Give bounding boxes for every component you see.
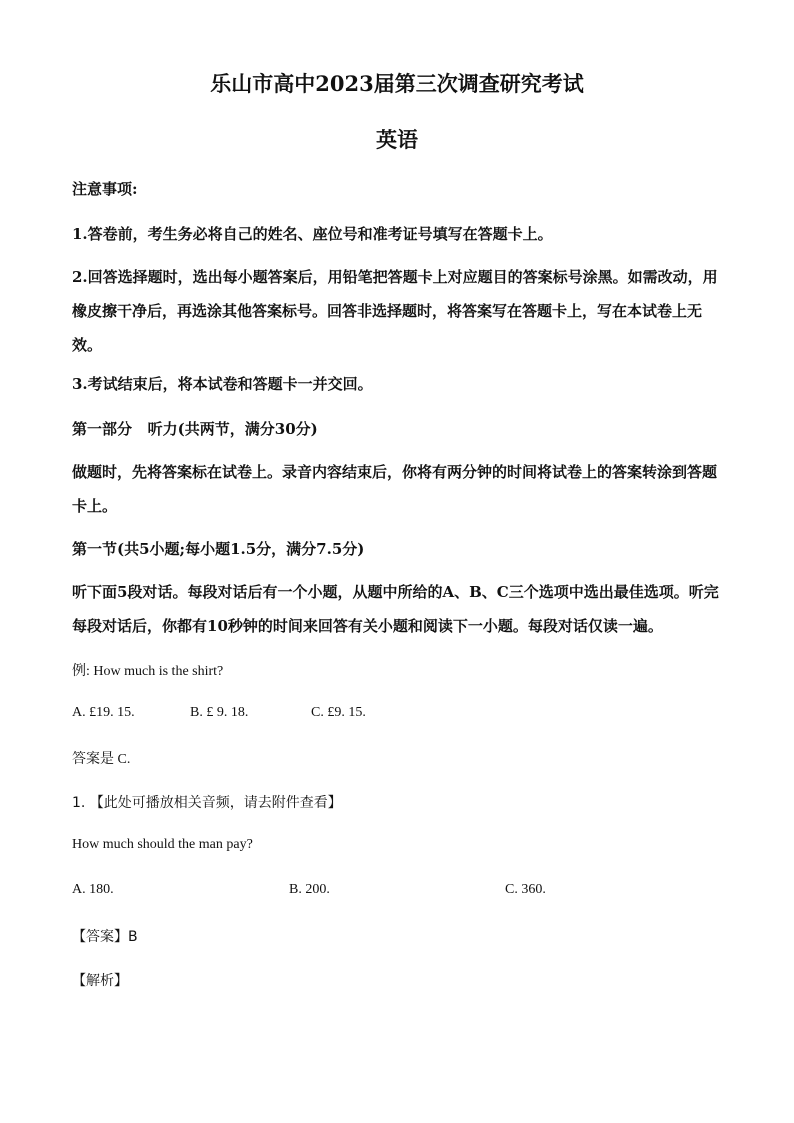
example-option-a: A. £19. 15. [72, 705, 135, 720]
part1-instruction: 做题时，先将答案标在试卷上。录音内容结束后，你将有两分钟的时间将试卷上的答案转涂到答题卡上。 [72, 463, 718, 515]
exam-title: 乐山市高中2023届第三次调查研究考试 [210, 71, 584, 96]
example-option-c: C. £9. 15. [311, 705, 366, 720]
q1-audio-note[interactable]: 1. 【此处可播放相关音频，请去附件查看】 [72, 795, 342, 811]
q1-analysis: 【解析】 [72, 973, 128, 989]
subject-title: 英语 [376, 127, 418, 152]
notice-item-1: 1.答卷前，考生务必将自己的姓名、座位号和准考证号填写在答题卡上。 [72, 225, 553, 243]
q1-option-a: A. 180. [72, 882, 114, 897]
notice-item-2: 2.回答选择题时，选出每小题答案后，用铅笔把答题卡上对应题目的答案标号涂黑。如需改动，用橡皮擦干净后，再选涂其他答案标号。回答非选择题时，将答案写在答题卡上，写在本试卷上无效。 [72, 268, 718, 354]
q1-option-c: C. 360. [505, 882, 546, 897]
q1-option-b: B. 200. [289, 882, 330, 897]
example-answer: 答案是 C. [72, 752, 131, 767]
q1-question: How much should the man pay? [72, 837, 253, 852]
section1-instruction: 听下面5段对话。每段对话后有一个小题，从题中所给的A、B、C三个选项中选出最佳选项。听完每段对话后，你都有10秒钟的时间来回答有关小题和阅读下一小题。每段对话仅读一遍。 [72, 583, 719, 635]
notice-heading: 注意事项: [72, 180, 138, 198]
section1-heading: 第一节(共5小题;每小题1.5分，满分7.5分) [72, 540, 365, 558]
notice-item-3: 3.考试结束后，将本试卷和答题卡一并交回。 [72, 375, 373, 393]
part1-heading: 第一部分 听力(共两节，满分30分) [72, 420, 318, 438]
example-question: 例: How much is the shirt? [72, 664, 224, 679]
example-option-b: B. £ 9. 18. [190, 705, 249, 720]
q1-answer: 【答案】B [72, 929, 138, 945]
